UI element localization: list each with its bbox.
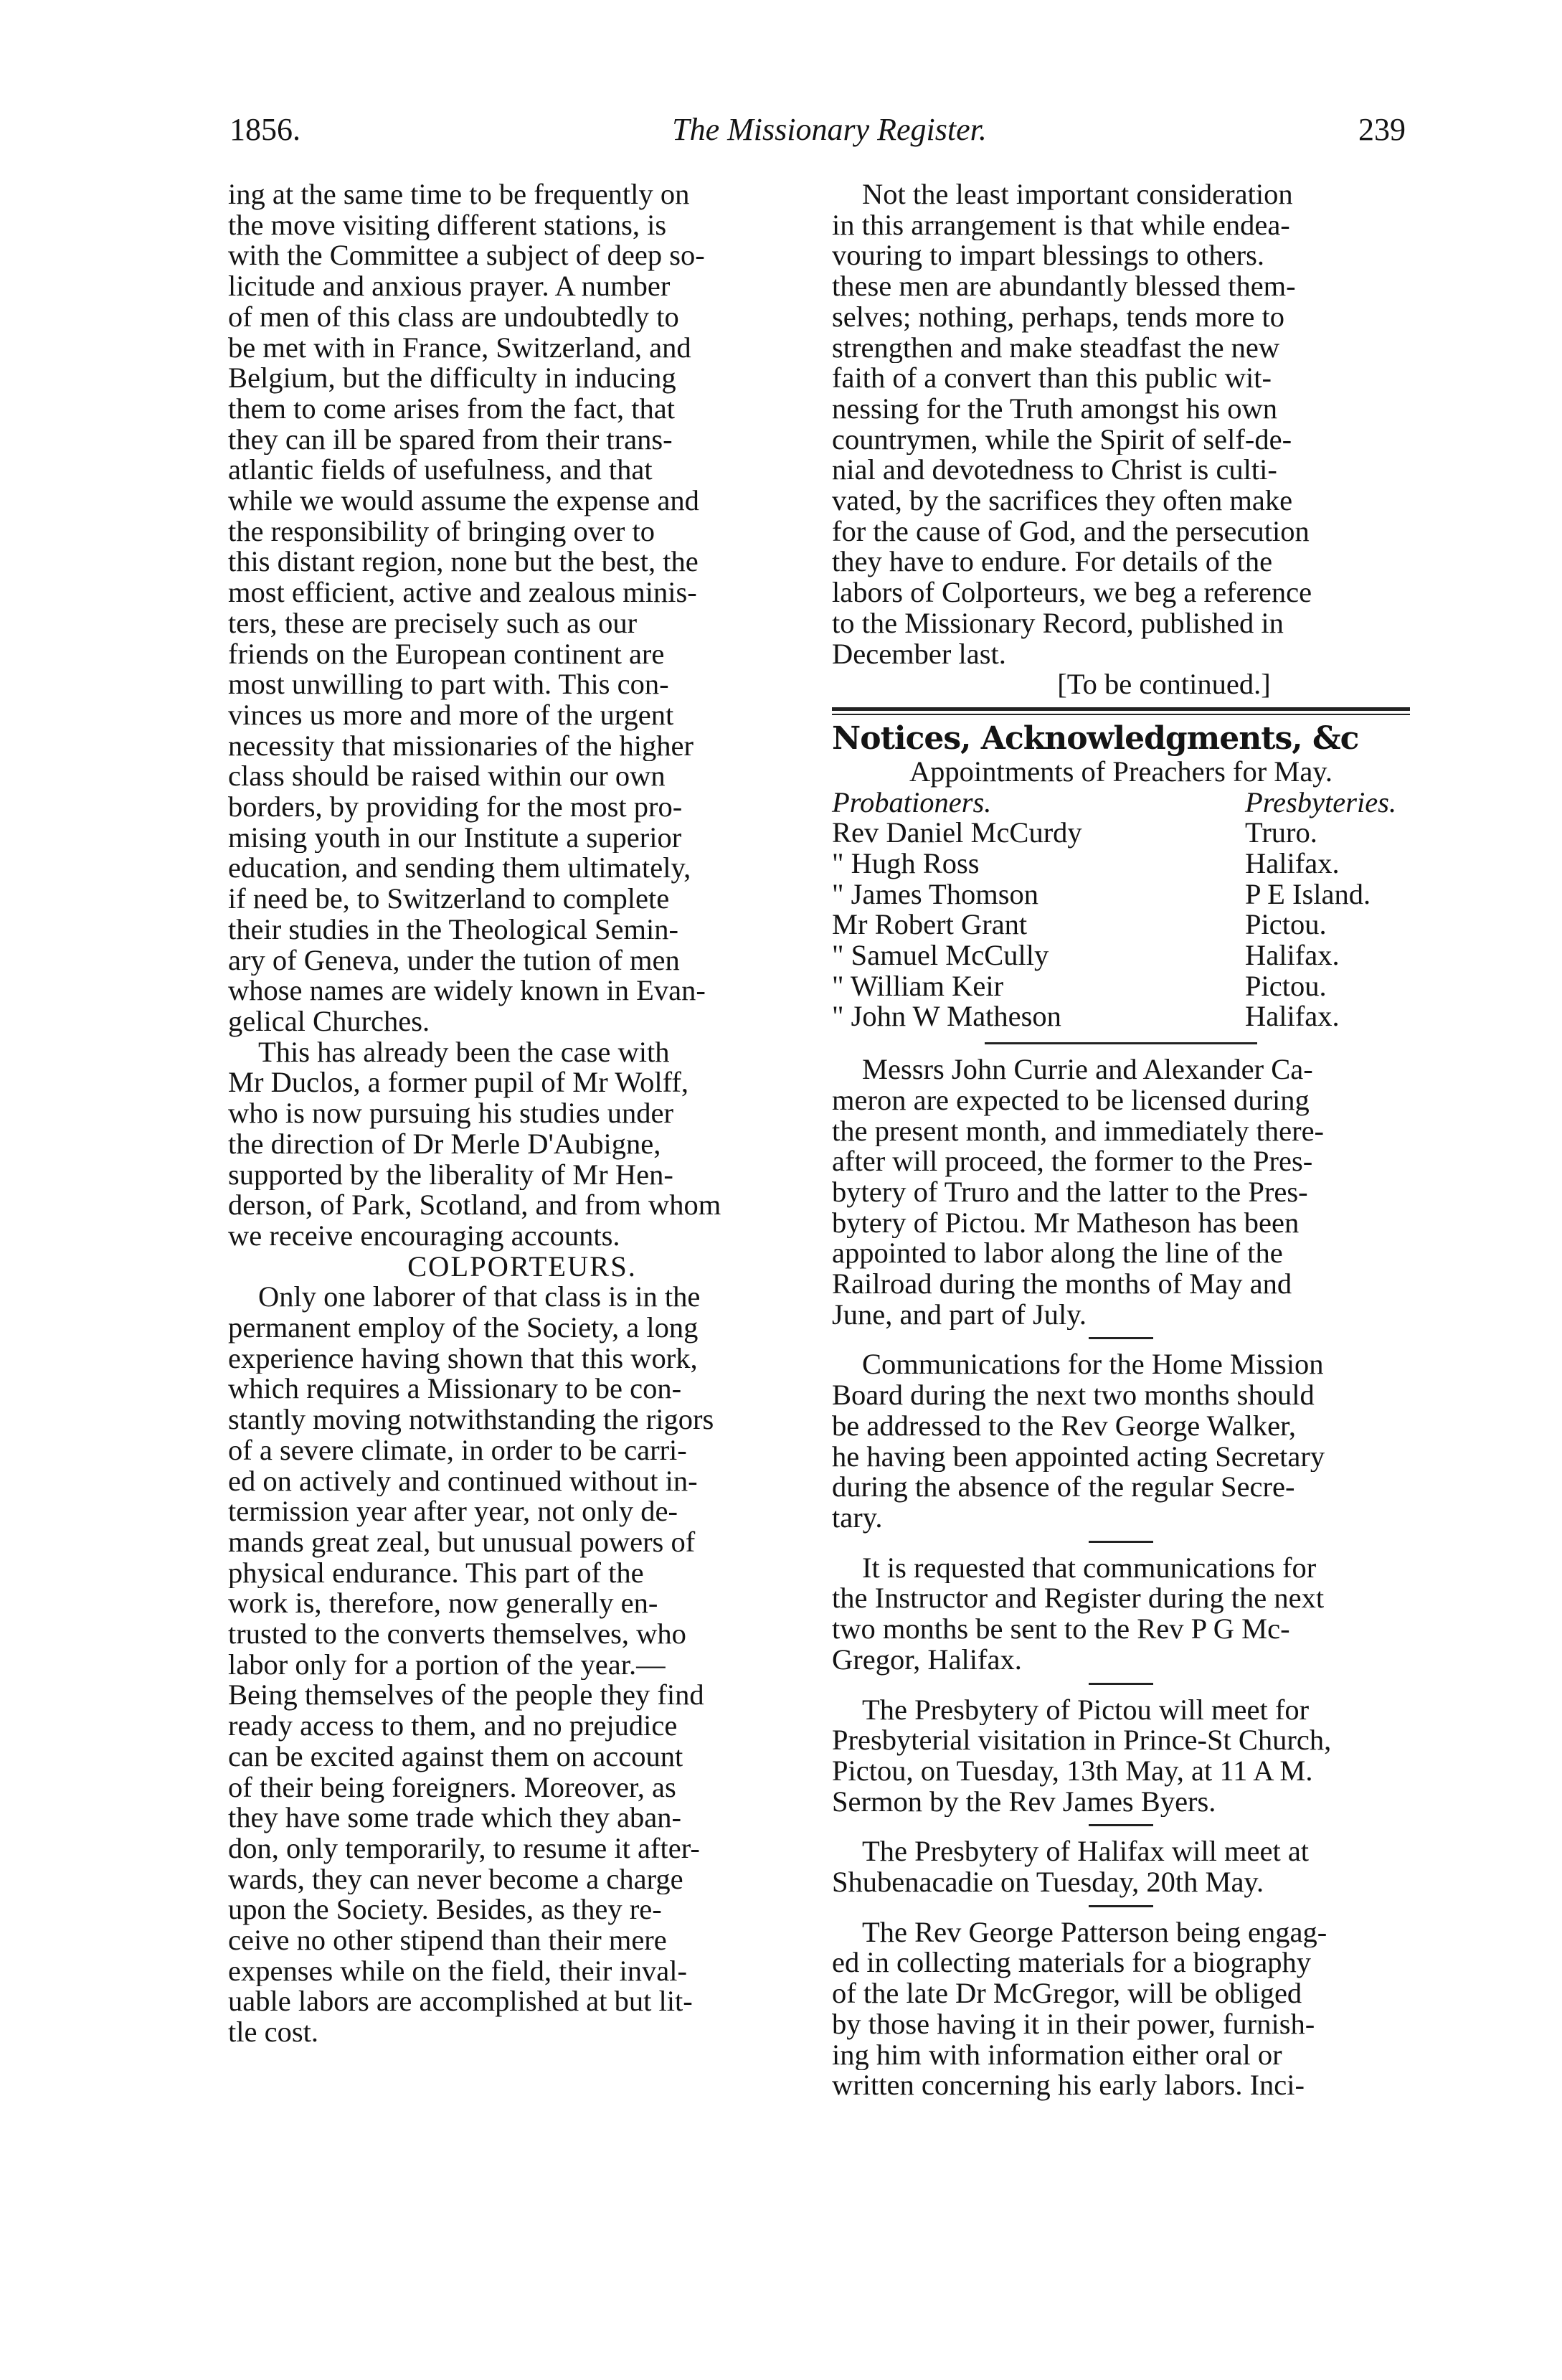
- notice-communications: [832, 1553, 1410, 1676]
- running-header: [229, 111, 1406, 161]
- probationer-name: " Hugh Ross: [832, 847, 980, 880]
- text-line: meron are expected to be licensed during: [832, 1085, 1310, 1116]
- text-line: Not the least important consideration: [862, 179, 1293, 210]
- right-column: [832, 179, 1410, 2101]
- text-line: the present month, and immediately there-: [832, 1115, 1325, 1147]
- text-line: mands great zeal, but unusual powers of: [228, 1526, 696, 1558]
- text-line: which requires a Missionary to be con-: [228, 1374, 682, 1405]
- text-line: most efficient, active and zealous minis-: [228, 577, 697, 608]
- text-line: countrymen, while the Spirit of self-de-: [832, 424, 1292, 455]
- text-line: if need be, to Switzerland to complete: [228, 884, 670, 915]
- left-paragraph-2: [228, 1037, 816, 1252]
- text-line: who is now pursuing his studies under: [228, 1098, 673, 1129]
- probationer-name: Rev Daniel McCurdy: [832, 816, 1082, 849]
- text-line: bytery of Pictou. Mr Matheson has been: [832, 1207, 1300, 1239]
- appointments-title: Appointments of Preachers for May.: [909, 755, 1333, 788]
- header-year: 1856.: [229, 112, 300, 147]
- section-rule-thin: [832, 714, 1410, 715]
- text-line: gelical Churches.: [228, 1006, 430, 1037]
- text-line: physical endurance. This part of the: [228, 1557, 644, 1589]
- text-line: vinces us more and more of the urgent: [228, 699, 674, 731]
- notice-licensing: [832, 1054, 1410, 1330]
- text-line: to the Missionary Record, published in: [832, 608, 1284, 639]
- text-line: of a severe climate, in order to be carri-: [228, 1435, 687, 1466]
- text-line: Shubenacadie on Tuesday, 20th May.: [832, 1867, 1264, 1898]
- text-line: strengthen and make steadfast the new: [832, 332, 1280, 364]
- text-line: nial and devotedness to Christ is culti-: [832, 455, 1277, 486]
- text-line: It is requested that communications for: [862, 1552, 1317, 1584]
- table-header-probationers: Probationers.: [832, 785, 992, 818]
- text-line: the move visiting different stations, is: [228, 209, 667, 241]
- text-line: tle cost.: [228, 2017, 318, 2048]
- journal-title: The Missionary Register.: [672, 112, 987, 147]
- text-line: these men are abundantly blessed them-: [832, 271, 1296, 302]
- text-line: mising youth in our Institute a superior: [228, 822, 682, 854]
- divider: [1089, 1824, 1153, 1826]
- text-line: of their being foreigners. Moreover, as: [228, 1772, 676, 1803]
- divider: [1089, 1337, 1153, 1339]
- left-paragraph-1: [228, 179, 816, 1037]
- text-line: Gregor, Halifax.: [832, 1644, 1022, 1676]
- text-line: Mr Duclos, a former pupil of Mr Wolff,: [228, 1067, 689, 1099]
- appointment-row: [832, 940, 1410, 971]
- text-line: tary.: [832, 1503, 883, 1534]
- text-line: their studies in the Theological Semin-: [228, 914, 679, 945]
- appointment-row: [832, 879, 1410, 910]
- text-line: during the absence of the regular Secre-: [832, 1472, 1295, 1503]
- to-be-continued: [To be continued.]: [1057, 668, 1271, 701]
- text-line: while we would assume the expense and: [228, 486, 699, 516]
- table-header: [832, 785, 1410, 818]
- text-line: ed on actively and continued without in-: [228, 1465, 698, 1497]
- text-line: appointed to labor along the line of the: [832, 1238, 1283, 1270]
- text-line: permanent employ of the Society, a long: [228, 1313, 699, 1344]
- page-number: 239: [1358, 112, 1406, 147]
- text-line: vouring to impart blessings to others.: [832, 240, 1264, 272]
- text-line: wards, they can never become a charge: [228, 1864, 683, 1895]
- text-line: supported by the liberality of Mr Hen-: [228, 1159, 673, 1191]
- text-line: of men of this class are undoubtedly to: [228, 301, 679, 333]
- text-line: most unwilling to part with. This con-: [228, 669, 669, 700]
- text-line: ceive no other stipend than their mere: [228, 1925, 667, 1956]
- text-line: be met with in France, Switzerland, and: [228, 332, 691, 364]
- text-line: education, and sending them ultimately,: [228, 853, 691, 884]
- text-line: derson, of Park, Scotland, and from whom: [228, 1190, 721, 1221]
- right-paragraph-1: [832, 179, 1410, 669]
- text-line: expenses while on the field, their inval-: [228, 1955, 687, 1987]
- text-line: Pictou, on Tuesday, 13th May, at 11 A M.: [832, 1755, 1313, 1787]
- text-line: they can ill be spared from their trans-: [228, 424, 673, 455]
- text-line: June, and part of July.: [832, 1299, 1087, 1331]
- text-line: ready access to them, and no prejudice: [228, 1711, 678, 1742]
- text-line: Presbyterial visitation in Prince-St Church,: [832, 1725, 1332, 1756]
- text-line: Belgium, but the difficulty in inducing: [228, 363, 676, 394]
- text-line: stantly moving notwithstanding the rigors: [228, 1404, 714, 1435]
- text-line: upon the Society. Besides, as they re-: [228, 1894, 662, 1926]
- text-line: he having been appointed acting Secretary: [832, 1441, 1325, 1473]
- presbytery-name: Pictou.: [1245, 908, 1327, 941]
- text-line: termission year after year, not only de-: [228, 1496, 678, 1527]
- text-line: with the Committee a subject of deep so-: [228, 240, 705, 272]
- text-line: the direction of Dr Merle D'Aubigne,: [228, 1128, 661, 1160]
- text-line: trusted to the converts themselves, who: [228, 1619, 686, 1650]
- presbytery-name: Halifax.: [1245, 1000, 1340, 1033]
- notice-halifax-presbytery: [832, 1836, 1410, 1897]
- presbytery-name: Halifax.: [1245, 939, 1340, 972]
- text-line: two months be sent to the Rev P G Mc-: [832, 1614, 1290, 1645]
- text-line: ing at the same time to be frequently on: [228, 179, 690, 210]
- notices-heading: Notices, Acknowledgments, &c: [832, 719, 1359, 757]
- text-line: Messrs John Currie and Alexander Ca-: [862, 1054, 1313, 1085]
- text-line: uable labors are accomplished at but lit-: [228, 1986, 693, 2018]
- colporteurs-heading: COLPORTEURS.: [407, 1250, 637, 1283]
- text-line: class should be raised within our own: [228, 761, 666, 793]
- presbytery-name: Pictou.: [1245, 969, 1327, 1002]
- probationer-name: " John W Matheson: [832, 1000, 1061, 1033]
- text-line: Sermon by the Rev James Byers.: [832, 1786, 1216, 1818]
- text-line: of the late Dr McGregor, will be obliged: [832, 1978, 1302, 2009]
- text-line: this distant region, none but the best, the: [228, 547, 699, 578]
- notice-home-mission: [832, 1349, 1410, 1533]
- table-header-presbyteries: Presbyteries.: [1245, 785, 1397, 818]
- notice-patterson-biography: [832, 1917, 1410, 2101]
- text-line: The Presbytery of Pictou will meet for: [862, 1694, 1310, 1726]
- divider: [1089, 1541, 1153, 1543]
- text-line: Railroad during the months of May and: [832, 1269, 1292, 1300]
- text-line: Being themselves of the people they find: [228, 1680, 704, 1711]
- text-line: borders, by providing for the most pro-: [228, 792, 683, 823]
- left-column: [228, 179, 816, 2048]
- text-line: friends on the European continent are: [228, 638, 665, 670]
- probationer-name: " Samuel McCully: [832, 939, 1049, 972]
- text-line: them to come arises from the fact, that: [228, 393, 676, 425]
- text-line: December last.: [832, 638, 1006, 670]
- appointment-row: [832, 849, 1410, 879]
- text-line: be addressed to the Rev George Walker,: [832, 1410, 1297, 1442]
- appointment-rows: [832, 818, 1410, 1032]
- appointment-row: [832, 1001, 1410, 1032]
- text-line: ters, these are precisely such as our: [228, 608, 638, 639]
- text-line: they have some trade which they aban-: [228, 1803, 682, 1833]
- text-line: bytery of Truro and the latter to the Pres-: [832, 1176, 1308, 1208]
- text-line: by those having it in their power, furnish-: [832, 2008, 1315, 2040]
- text-line: we receive encouraging accounts.: [228, 1220, 620, 1252]
- text-line: experience having shown that this work,: [228, 1343, 698, 1374]
- notice-pictou-presbytery: [832, 1695, 1410, 1818]
- section-rule: [832, 707, 1410, 711]
- divider: [1089, 1905, 1153, 1907]
- text-line: the responsibility of bringing over to: [228, 516, 655, 547]
- text-line: ed in collecting materials for a biography: [832, 1947, 1312, 1979]
- text-line: they have to endure. For details of the: [832, 547, 1273, 578]
- presbytery-name: Halifax.: [1245, 847, 1340, 880]
- text-line: Board during the next two months should: [832, 1380, 1315, 1411]
- text-line: ary of Geneva, under the tution of men: [228, 945, 680, 976]
- text-line: whose names are widely known in Evan-: [228, 976, 706, 1006]
- appointment-row: [832, 971, 1410, 1002]
- text-line: in this arrangement is that while endea-: [832, 209, 1290, 241]
- text-line: the Instructor and Register during the next: [832, 1583, 1325, 1615]
- divider: [1089, 1683, 1153, 1685]
- text-line: faith of a convert than this public wit-: [832, 363, 1272, 394]
- text-line: The Presbytery of Halifax will meet at: [862, 1836, 1310, 1868]
- left-paragraph-3: [228, 1282, 816, 2048]
- presbytery-name: P E Island.: [1245, 877, 1371, 910]
- text-line: after will proceed, the former to the Pres-: [832, 1146, 1313, 1177]
- text-line: necessity that missionaries of the higher: [228, 730, 694, 762]
- text-line: ing him with information either oral or: [832, 2039, 1282, 2071]
- appointment-row: [832, 818, 1410, 849]
- probationer-name: Mr Robert Grant: [832, 908, 1028, 941]
- text-line: written concerning his early labors. Inci-: [832, 2070, 1305, 2101]
- probationer-name: " James Thomson: [832, 877, 1039, 910]
- appointment-row: [832, 910, 1410, 940]
- text-line: atlantic fields of usefulness, and that: [228, 455, 653, 486]
- text-line: for the cause of God, and the persecution: [832, 516, 1310, 547]
- text-line: don, only temporarily, to resume it after-: [228, 1833, 700, 1864]
- divider: [985, 1042, 1257, 1044]
- text-line: nessing for the Truth amongst his own: [832, 393, 1278, 425]
- text-line: labors of Colporteurs, we beg a reference: [832, 577, 1312, 608]
- text-line: selves; nothing, perhaps, tends more to: [832, 301, 1285, 333]
- text-line: can be excited against them on account: [228, 1741, 683, 1772]
- text-line: labor only for a portion of the year.—: [228, 1649, 666, 1681]
- text-line: This has already been the case with: [258, 1036, 670, 1068]
- text-line: work is, therefore, now generally en-: [228, 1588, 658, 1620]
- presbytery-name: Truro.: [1245, 816, 1317, 849]
- text-line: Communications for the Home Mission: [862, 1349, 1324, 1381]
- text-line: The Rev George Patterson being engag-: [862, 1917, 1327, 1948]
- appointments-table: [832, 785, 1410, 1033]
- text-line: vated, by the sacrifices they often make: [832, 486, 1293, 516]
- probationer-name: " William Keir: [832, 969, 1004, 1002]
- text-line: Only one laborer of that class is in the: [258, 1282, 701, 1313]
- text-line: licitude and anxious prayer. A number: [228, 271, 671, 302]
